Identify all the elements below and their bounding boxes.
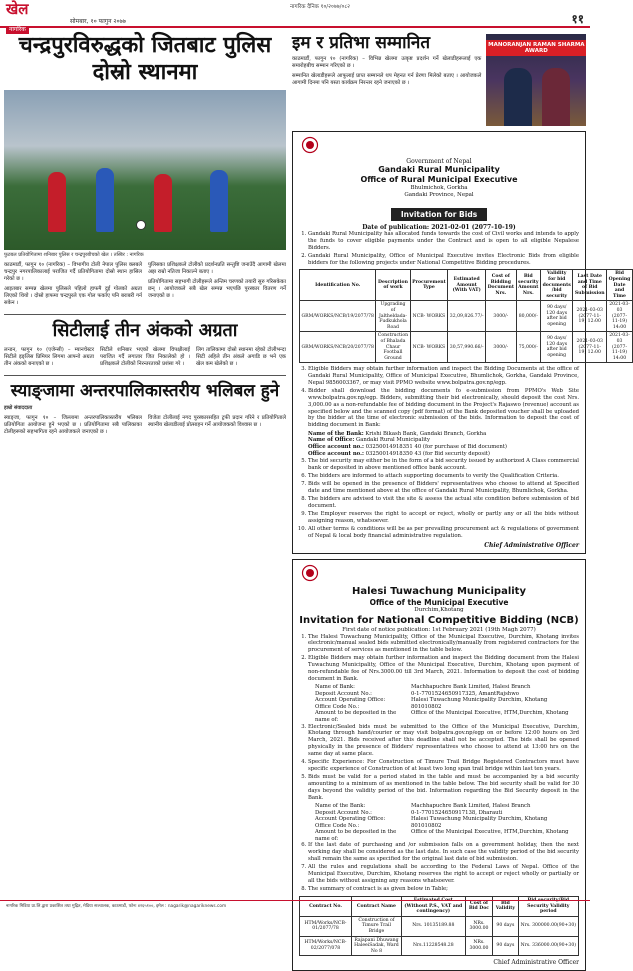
notice-clause: 5. Bids must be valid for a period stated in the table and must be accompanied by a bid security amounting to a minimum of as mentioned in the table below. The bid security shall be valid for 30 days beyond the validity period of the bid. Information regarding the Bid Security deposit in the Bank. — [308, 774, 579, 801]
table-cell: 3000/- — [486, 332, 516, 363]
notice-clauses — [299, 366, 579, 429]
notice-clauses — [299, 458, 579, 540]
table-header: Bid Validity — [493, 897, 519, 917]
table-header: Bid Opening Date and Time — [607, 270, 633, 301]
bank-key: Account Operating Office: — [315, 816, 386, 823]
table-cell: 2021-03-03 (2077-11-19) 12:00 — [573, 301, 607, 332]
player-figure — [48, 172, 66, 232]
table-cell: NCB- WORKS — [410, 332, 448, 363]
table-header: Cost of Bid Doc — [465, 897, 492, 917]
bank-value: 0-1-7701524650917325, AmantRajshwo — [411, 690, 519, 697]
table-cell: 2021-03-03 (2077-11-19) 14:00 — [607, 301, 633, 332]
notice-clauses — [299, 842, 579, 893]
notice-address: Bhulmichok, Gorkha — [410, 185, 468, 191]
bank-key: Office Code No.: — [315, 822, 360, 829]
story1-headline: चन्द्रपुरविरुद्धको जितबाट पुलिस दोस्रो स्थानमा — [18, 33, 272, 85]
table-cell: GRM/WORKS/NCB/19/2077/78 — [300, 301, 376, 332]
table-cell: Nrs. 10135189.88 — [401, 916, 465, 936]
table-header: Cost of Bidding Document Nrs. — [486, 270, 516, 301]
invitation-title: Invitation for National Competitive Bidding (NCB) — [299, 614, 579, 626]
person-figure — [504, 68, 532, 126]
table-cell: Rajapani Dhuwang HaleeiSadak, Ward No 8 — [352, 936, 402, 956]
bank-key: Name of Office: — [308, 437, 355, 444]
notice-clause: 2. Eligible Bidders may obtain further information and inspect the Bidding document from the Halesi Tuwachung Municipality, Office of the Municipal Executive, Durchim, Khotang upon payment of non-refundable fee of Nrs.3000.00 till 3rd March, 2021. Information to deposit the cost of bidding document in Bank. — [308, 655, 579, 682]
table-row — [300, 936, 579, 956]
invitation-tag: Invitation for Bids — [391, 208, 487, 221]
story2-paragraph: सिटीले शनिबार भएको खेलमा विपक्षीलाई पराजित गर्दै लगातार जित निकालेको हो । प्रशिक्षकले टोलीको निरन्तरताको प्रशंसा गरे । — [100, 347, 190, 367]
table-cell: 90 days — [493, 936, 519, 956]
bank-value: Office of the Municipal Executive, HTM,Durchim, Khotang — [411, 710, 569, 717]
notice-clause: 6. If the last date of purchasing and /or submission falls on a government holiday, then the next working day shall be considered as the last date. In such case the validity period of the bid security shall remain the same as specified for the original last date of bid submission. — [308, 842, 579, 862]
nepal-emblem-icon — [299, 564, 321, 582]
person-figure — [542, 68, 570, 126]
player-figure — [154, 174, 172, 232]
story3-paragraph: स्याङ्जा, फागुन १० – जिल्लामा अन्तरपालिकास्तरीय भलिबल प्रतियोगिता आयोजना हुने भएको छ । प्रतियोगितामा सबै पालिकाका टोलीहरूको सहभागिता रहने आयोजकले जनाएको छ । — [4, 415, 142, 435]
notice-clause: 6. The bidders are informed to attach supporting documents to verify the Qualification Criteria. — [308, 473, 579, 480]
bank-key: Office account no.: — [308, 444, 364, 451]
table-cell: 32,09,826.77/- — [448, 301, 486, 332]
story2-paragraph: लिग तालिकामा दोस्रो स्थानमा रहेको टोलीभन्दा सिटी अहिले तीन अंकले अगाडि छ भने एक खेल कम खेलेको छ । — [196, 347, 286, 367]
notice-title: Gandaki Rural Municipality — [378, 165, 500, 174]
table-cell: NRs. 3000.00 — [465, 916, 492, 936]
notice-clause: 3. Eligible Bidders may obtain further information and inspect the Bidding Documents at the office of Gandaki Rural Municipality, Office of Municipal Executive, Bhumlichok, Gorkha, Gandaki Province, Nepal 9856003367, or may visit PPMO website www.bolpatra.gov.np/egp. — [308, 366, 579, 386]
notice-clause: 2. Gandaki Rural Municipality, Office of Municipal Executive invites Electronic Bids from eligible bidders for the following projects under National Competitive Bidding procedures. — [308, 253, 579, 267]
story3-headline: स्याङ्जामा अन्तरपालिकास्तरीय भलिबल हुने — [10, 381, 280, 401]
section-name: खेल — [6, 0, 29, 18]
table-cell: NRs. 3000.00 — [465, 936, 492, 956]
table-cell: Nrs. 300000.00(90+30) — [518, 916, 578, 936]
table-header: Estimated Amount (With VAT) — [448, 270, 486, 301]
table-header: Bid security Amount Nrs. — [516, 270, 541, 301]
bank-key: Name of Bank: — [315, 684, 355, 691]
notice-clause: 7. Bids will be opened in the presence of Bidders' representatives who choose to attend at Specified date and time mentioned above at the office of Gandaki Rural Municipality, Bhumlichok, Gorkha. — [308, 481, 579, 495]
bank-value: Halesi Tuwachung Municipality Durchim, Khotang — [411, 816, 548, 823]
table-cell: 75,000/- — [516, 332, 541, 363]
notice-clause: 8. The summary of contract is as given below in Table; — [308, 886, 579, 893]
notice-clause: 1. The Halesi Tuwachung Municipality, Office of the Municipal Executive, Durchim, Khotang invites electronic/manual sealed bids submitted electronically/manually from registered contractors for the procurement of services as mentioned in the table below. — [308, 634, 579, 654]
masthead — [0, 0, 590, 33]
left-column — [4, 32, 286, 439]
bank-key: Amount to be deposited in the name of: — [315, 829, 397, 842]
notice-clause: 8. The bidders are advised to visit the site & assess the actual site condition before submission of bid document. — [308, 496, 579, 510]
notice-clause: 10. All other terms & conditions will be as per prevailing procurement act & regulations of government of Nepal & local body financial administrative regulation. — [308, 526, 579, 540]
table-header: Description of work — [376, 270, 410, 301]
bank-key: Deposit Account No.: — [315, 690, 372, 697]
masthead-logo — [6, 0, 66, 33]
bank-key: Name of the Bank: — [308, 430, 364, 437]
table-header: Contract Name — [352, 897, 402, 917]
story4-headline: इम र प्रतिभा सम्मानित — [292, 33, 431, 53]
table-cell: 90 days — [493, 916, 519, 936]
notice-subtitle: Office of Rural Municipal Executive — [360, 175, 518, 184]
masthead-top-line: नागरिक दैनिक १०/२०७७/०८२ — [290, 4, 351, 10]
story3-paragraph: विजेता टोलीलाई नगद पुरस्कारसहित ट्रफी प्रदान गरिने र प्रतियोगिताले स्थानीय खेलाडीलाई प्रोत्साहन गर्ने आयोजकको विश्वास छ । — [148, 415, 286, 428]
divider — [4, 375, 286, 376]
right-column — [292, 32, 631, 971]
notice-signatory: Chief Administrative Officer — [493, 959, 579, 967]
bank-key: Office account no.: — [308, 450, 364, 457]
divider — [4, 314, 286, 315]
photo-caption: फुटबल प्रतियोगितामा शनिबार पुलिस र चन्द्रपुरबीचको खेल । तस्बिर : नागरिक — [4, 252, 144, 258]
gandaki-bid-notice — [292, 131, 631, 554]
table-cell: 2021-03-03 (2077-11-19) 14:00 — [607, 332, 633, 363]
story4-paragraph: सम्मानित खेलाडीहरूले आफूलाई प्राप्त सम्मानले थप मेहनत गर्न प्रेरणा मिलेको बताए । आयोजकले आगामी दिनमा पनि यस्ता कार्यक्रम निरन्तर रहने जनाएको छ । — [292, 73, 482, 86]
table-cell: Nrs. 336000.00(90+30) — [518, 936, 578, 956]
award-banner: MANORANJAN RAMAN SHARMA AWARD — [488, 42, 585, 54]
story3-body — [4, 415, 286, 439]
notice-clause: 7. All the rules and regulations shall be according to the Federal Laws of Nepal. Office of the Municipal Executive, Durchim, Khotang reserves the right to accept or reject wholly or partially or all the bids without assigning any reasons whatsoever. — [308, 864, 579, 884]
bank-value: 03250014918350 43 (for Bid security deposit) — [365, 450, 490, 457]
notice-clause: 1. Gandaki Rural Municipality has allocated funds towards the cost of Civil works and intends to apply the funds to cover eligible payments under the Contract and is open to all eligible Nepalese Bidders. — [308, 231, 579, 251]
story1-paragraph: पुलिसका प्रशिक्षकले टोलीको प्रदर्शनप्रति सन्तुष्टि जनाउँदै आगामी खेलमा अझ राम्रो नतिजा निकाल्ने बताए । — [148, 262, 286, 275]
bank-details — [299, 803, 579, 843]
table-header: Bid security/Bid Security Validity period — [518, 897, 578, 917]
table-cell: GRM/WORKS/NCB/20/2077/78 — [300, 332, 376, 363]
bank-value: Machhapuchre Bank Limited, Halesi Branch — [411, 802, 531, 809]
bank-details — [299, 684, 579, 724]
notice-clauses — [299, 231, 579, 266]
notice-clause: 3. Electronic/Sealed bids must be submitted to the Office of the Municipal Executive, Durchim, Khotang through hand/courier or may visit bolpatra.gov.np/egp on or before 12:00 hours on 3rd March, 2021. Bids received after this deadline shall not be accepted. The bids shall be opened physically in the presence of Bidders' representatives who choose to attend at 13:00 hrs on the same day at same place. — [308, 724, 579, 758]
player-figure — [96, 168, 114, 232]
table-header: Procurement Type — [410, 270, 448, 301]
bank-value: Machhapuchre Bank Limited, Halesi Branch — [411, 684, 531, 691]
notice-address: Durchim,Khotang — [414, 606, 464, 613]
notice-clause: 5. The bid security may either be in the form of a bid security issued by authorized A Class commercial bank or deposited in above mentioned office bank account. — [308, 458, 579, 472]
notice-signatory: Chief Administrative Officer — [484, 541, 579, 549]
page-number: ११ — [571, 12, 584, 26]
table-header: Validity for bid documents /bid security — [541, 270, 573, 301]
table-cell: Upgrading of Jaltheldada-Fudkukhola Road — [376, 301, 410, 332]
bid-table — [299, 269, 633, 363]
table-row — [300, 301, 633, 332]
table-cell: Nrs.11228548.28 — [401, 936, 465, 956]
bank-value: 0-1-7701524650917138, Dharauti — [411, 809, 503, 816]
bank-key: Account Operating Office: — [315, 697, 386, 704]
notice-government: Government of Nepal — [406, 158, 472, 165]
football-photo — [4, 90, 286, 250]
table-header: Last Date and Time of Bid Submission — [573, 270, 607, 301]
story2-paragraph: लन्डन, फागुन १० (एजेन्सी) – म्यानचेस्टर सिटीले इङ्लिस प्रिमियर लिगमा आफ्नो अग्रता तीन अंकको बनाएको छ । — [4, 347, 94, 367]
bank-value: 801010802 — [411, 703, 442, 710]
table-cell: 3000/- — [486, 301, 516, 332]
table-cell: 2021-03-03 (2077-11-19) 12:00 — [573, 332, 607, 363]
table-cell: HTM/Works/NCB-02/2077/078 — [300, 936, 352, 956]
bank-value: 801010802 — [411, 822, 442, 829]
story2-headline: सिटीलाई तीन अंकको अग्रता — [52, 320, 238, 341]
table-header: Identification No. — [300, 270, 376, 301]
bank-key: Amount to be deposited in the name of: — [315, 710, 397, 724]
issue-date: सोमबार, १० फागुन २०७७ — [70, 18, 126, 25]
story3-byline: हाम्रो संवाददाता — [4, 405, 33, 411]
table-cell: 30,57,990.66/- — [448, 332, 486, 363]
notice-clause: 4. Bidder shall download the bidding documents fo e-submission from PPMO's Web Site www.bolpatra.gov.np/egp. Bidders, submitting their bid electronically, should deposit the cost Nrs. 3,000.00 as a non-refundable fee of bidding document in the Project's Rajaswo (revenue) account as specified below and the scanned copy (pdf format) of the Bank deposited voucher shall be uploaded by the bidder at the time of electronic submission of the bids. Information to deposit the cost of bidding document in Bank: — [308, 388, 579, 429]
story4-paragraph: काठमाडौं, फागुन १० (नागरिक) – विभिन्न खेलमा उत्कृष्ट प्रदर्शन गर्ने खेलाडीहरूलाई एक समारोहबीच सम्मान गरिएको छ । — [292, 56, 482, 69]
notice-title: Halesi Tuwachung Municipality — [352, 585, 526, 597]
paper-name: नागरिक — [6, 26, 29, 34]
bank-key: Office Code No.: — [315, 703, 360, 710]
table-cell: HTM/Works/NCB-01/2077/78 — [300, 916, 352, 936]
notice-address: Gandaki Province, Nepal — [404, 192, 474, 198]
bank-key: Name of the Bank: — [315, 802, 366, 809]
table-header: Contract No. — [300, 897, 352, 917]
bank-value: Office of the Municipal Executive, HTM,Durchim, Khotang — [411, 829, 569, 836]
notice-clauses — [299, 634, 579, 683]
nepal-emblem-icon — [299, 136, 321, 154]
football-icon — [136, 220, 146, 230]
table-cell: 80,000/- — [516, 301, 541, 332]
bank-value: Halesi Tuwachung Municipality Durchim, Khotang — [411, 697, 548, 704]
story1-paragraph: काठमाडौं, फागुन १० (नागरिक) – विभागीय टोली नेपाल पुलिस क्लबले चन्द्रपुर नगरपालिकालाई पराजित गर्दै प्रतियोगितामा दोस्रो स्थान हासिल गरेको छ । — [4, 262, 142, 282]
story1-paragraph: प्रतियोगितामा सहभागी टोलीहरूले अन्तिम चरणको तयारी सुरु गरिसकेका छन् । आयोजकले सबै खेल सम्पन्न भएपछि पुरस्कार वितरण गर्ने जनाएको छ । — [148, 279, 286, 299]
story1-paragraph: आइतबार सम्पन्न खेलमा पुलिसले पहिलो हाफमै दुई गोलको अग्रता लिएको थियो । दोस्रो हाफमा चन्द्रपुरले एक गोल फर्काए पनि बराबरी गर्न सकेन । — [4, 286, 142, 306]
table-cell: 90 days/ 120 days after bid opening — [541, 301, 573, 332]
bank-details — [299, 431, 579, 458]
table-row — [300, 332, 633, 363]
table-row — [300, 916, 579, 936]
bank-value: Gandaki Rural Municipality — [355, 437, 431, 444]
table-cell: 90 days/ 120 days after bid opening — [541, 332, 573, 363]
bank-value: 03250014918351 40 (for purchase of Bid document) — [365, 444, 507, 451]
table-cell: Construction of Timure Trail Bridge — [352, 916, 402, 936]
page-footer: नागरिक मिडिया प्रा.लि.द्वारा प्रकाशित तथा मुद्रित, मेडिया सञ्चालक, काठमाडौं, फोनः ४२६५१००, इमेल : nagarik@nagariknews.com — [0, 900, 590, 910]
notice-clause: 9. The Employer reserves the right to accept or reject, wholly or partly any or all the bids without assigning reason, whatsoever. — [308, 511, 579, 525]
story1-body — [4, 262, 286, 310]
publication-date: Date of publication: 2021-02-01 (2077-10-19) — [362, 224, 516, 231]
player-figure — [210, 170, 228, 232]
notice-clause: 4. Specific Experience: For Construction of Timure Trail Bridge Registered Contractors must have specific experience of Construction of at least two long span trail bridge within last ten years. — [308, 759, 579, 773]
bank-value: Krishi Bikash Bank, Gandaki Branch, Gorkha — [365, 430, 487, 437]
story2-body — [4, 347, 286, 371]
publication-date: First date of notice publication: 1st February 2021 (19th Magh 2077) — [342, 626, 536, 633]
bank-key: Deposit Account No.: — [315, 809, 372, 816]
table-cell: Construction of Bhalada Chaur Football Ground — [376, 332, 410, 363]
table-header: Estimated Cost (Without P.S., VAT and contingency) — [401, 897, 465, 917]
notice-subtitle: Office of the Municipal Executive — [369, 597, 509, 607]
table-cell: NCB- WORKS — [410, 301, 448, 332]
notice-clauses — [299, 724, 579, 802]
award-photo — [486, 34, 586, 126]
